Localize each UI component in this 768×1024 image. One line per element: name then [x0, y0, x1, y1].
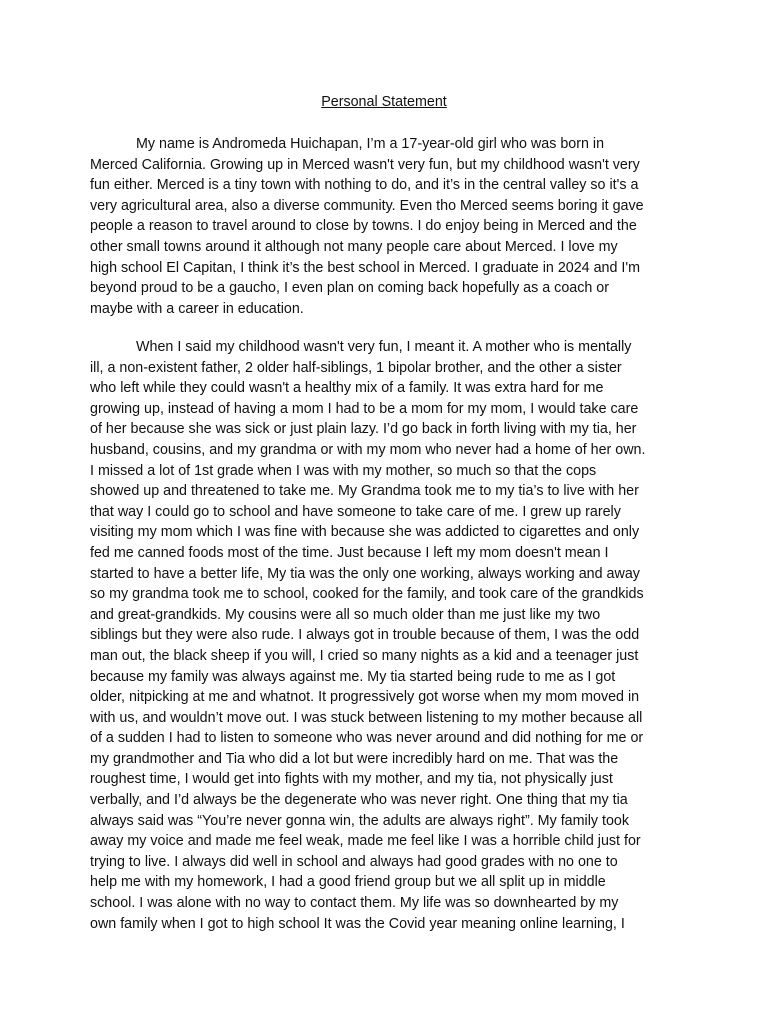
paragraph-line: other small towns around it although not many people care about Merced. I love my	[90, 238, 618, 255]
paragraph-line: very agricultural area, also a diverse community. Even tho Merced seems boring it gave	[90, 197, 644, 214]
paragraph-line: away my voice and made me feel weak, made me feel like I was a horrible child just for	[90, 833, 641, 850]
paragraph-line: man out, the black sheep if you will, I cried so many nights as a kid and a teenager just	[90, 647, 639, 664]
paragraph-line: started to have a better life, My tia was the only one working, always working and away	[90, 565, 640, 582]
paragraph-2	[90, 337, 690, 934]
paragraph-line: maybe with a career in education.	[90, 300, 304, 317]
paragraph-line: growing up, instead of having a mom I had to be a mom for my mom, I would take care	[90, 400, 639, 417]
paragraph-line: verbally, and I’d always be the degenerate who was never right. One thing that my tia	[90, 792, 628, 809]
paragraph-line: school. I was alone with no way to contact them. My life was so downhearted by my	[90, 895, 619, 912]
paragraph-line: fun either. Merced is a tiny town with nothing to do, and it’s in the central valley so it's a	[90, 177, 639, 194]
paragraph-line: that way I could go to school and have someone to take care of me. I grew up rarely	[90, 503, 621, 520]
paragraph-line: fed me canned foods most of the time. Just because I left my mom doesn't mean I	[90, 544, 609, 561]
paragraph-line: ill, a non-existent father, 2 older half-siblings, 1 bipolar brother, and the other a sister	[90, 359, 622, 376]
paragraph-line: siblings but they were also rude. I always got in trouble because of them, I was the odd	[90, 627, 640, 644]
page-title: Personal Statement	[321, 94, 447, 110]
paragraph-line: Merced California. Growing up in Merced wasn't very fun, but my childhood wasn't very	[90, 156, 640, 173]
paragraph-line: beyond proud to be a gaucho, I even plan on coming back hopefully as a coach or	[90, 280, 610, 297]
paragraph-line: showed up and threatened to take me. My Grandma took me to my tia’s to live with her	[90, 483, 639, 500]
paragraph-line: of a sudden I had to listen to someone who was never around and did nothing for me or	[90, 730, 644, 747]
paragraph-line: visiting my mom which I was fine with because she was addicted to cigarettes and only	[90, 524, 640, 541]
paragraph-line: because my family was always against me. My tia started being rude to me as I got	[90, 668, 616, 685]
paragraph-1	[90, 134, 690, 319]
paragraph-line: I missed a lot of 1st grade when I was with my mother, so much so that the cops	[90, 462, 597, 479]
paragraph-line: and great-grandkids. My cousins were all so much older than me just like my two	[90, 606, 601, 623]
paragraph-line: help me with my homework, I had a good friend group but we all split up in middle	[90, 874, 606, 891]
paragraph-line: high school El Capitan, I think it’s the best school in Merced. I graduate in 2024 and I'm	[90, 259, 641, 276]
paragraph-line: roughest time, I would get into fights with my mother, and my tia, not physically just	[90, 771, 613, 788]
paragraph-line: my grandmother and Tia who did a lot but were incredibly hard on me. That was the	[90, 750, 619, 767]
paragraph-line: so my grandma took me to school, cooked for the family, and took care of the grandkids	[90, 586, 644, 603]
paragraph-line: always said was “You’re never gonna win, the adults are always right”. My family took	[90, 812, 630, 829]
paragraph-line: own family when I got to high school It was the Covid year meaning online learning, I	[90, 915, 625, 932]
paragraph-line: who left while they could wasn't a healthy mix of a family. It was extra hard for me	[90, 380, 604, 397]
paragraph-line: trying to live. I always did well in school and always had good grades with no one to	[90, 853, 618, 870]
paragraph-line: My name is Andromeda Huichapan, I’m a 17-year-old girl who was born in	[136, 136, 605, 152]
paragraph-line: older, nitpicking at me and whatnot. It progressively got worse when my mom moved in	[90, 689, 640, 706]
paragraph-line: people a reason to travel around to close by towns. I do enjoy being in Merced and the	[90, 218, 637, 235]
paragraph-line: When I said my childhood wasn't very fun, I meant it. A mother who is mentally	[136, 339, 632, 355]
paragraph-line: husband, cousins, and my grandma or with my mom who never had a home of her own.	[90, 441, 646, 458]
paragraph-line: of her because she was sick or just plain lazy. I’d go back in forth living with my tia, her	[90, 421, 637, 438]
paragraph-line: with us, and wouldn’t move out. I was stuck between listening to my mother because all	[90, 709, 643, 726]
